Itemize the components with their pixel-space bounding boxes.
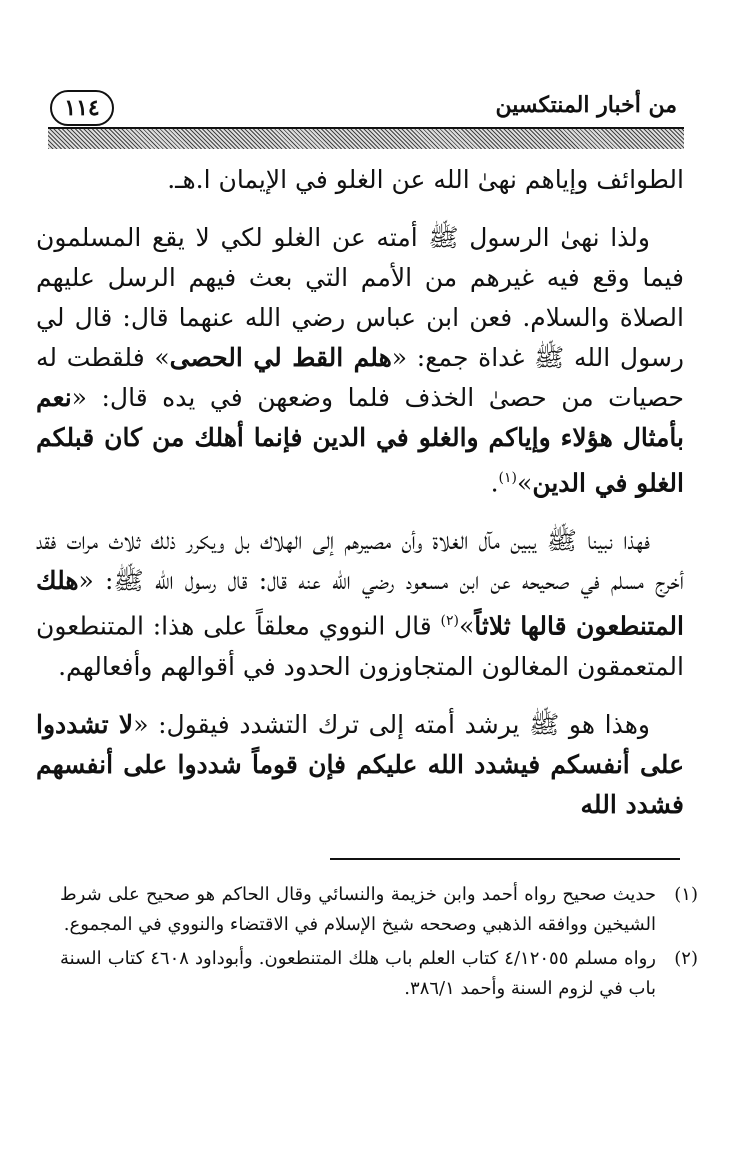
paragraph-text: قال النووي معلقاً على هذا: المتنطعون المتعمقون المغالون المتجاوزون الحدود في أقوالهم وأفعالهم. [36,611,684,681]
running-header [28,88,683,130]
paragraph [36,218,684,503]
hadith-quote: هلم القط لي الحصى [169,343,392,372]
header-title: من أخبار المنتكسين [495,92,677,118]
paragraph-text: ولذا نهىٰ الرسول ﷺ أمته عن الغلو لكي لا يقع المسلمون فيما وقع فيه غيرهم من الأمم التي بعث فيهم الرسل عليهم الصلاة والسلام. فعن ابن عباس رضي الله عنهما قال: قال لي رسول الله ﷺ غداة جمع: « [36,223,685,372]
footnote-ref: (١) [498,470,518,486]
footnote-ref: (٢) [440,613,459,630]
paragraph [36,705,684,825]
footnote [60,880,698,940]
paragraph-text: فهذا نبينا ﷺ يبين مآل الغلاة وأن مصيرهم إلى الهلاك بل ويكرر ذلك ثلاث مرات فقد أخرج مسلم في صحيحه عن ابن مسعود رضي الله عنه قال: قال رسول الله ﷺ: « [36,526,684,596]
paragraph-text: وهذا هو ﷺ يرشد أمته إلى ترك التشدد فيقول: « [133,709,650,739]
paragraph-text: » [517,468,533,498]
footnote [60,944,698,1004]
paragraph-text: » [458,611,475,641]
paragraph [36,521,684,686]
header-hatch-bar [48,127,684,149]
hadith-quote: لا تشددوا على أنفسكم فيشدد الله عليكم فإن قوماً شددوا على أنفسهم فشدد الله [36,709,684,819]
paragraph [36,160,684,200]
footnote-divider [330,858,680,860]
main-text [36,160,684,843]
footnote-number: (٢) [674,948,698,969]
paragraph-text: » فلقطت له حصيات من حصىٰ الخذف فلما وضعهن في يده قال: « [36,343,684,412]
footnotes [60,880,698,1008]
footnote-text: حديث صحيح رواه أحمد وابن خزيمة والنسائي وقال الحاكم هو صحيح على شرط الشيخين ووافقه الذهبي وصححه شيخ الإسلام في الاقتضاء والنووي في المجموع. [60,884,656,935]
footnote-number: (١) [674,884,698,905]
paragraph-text: الطوائف وإياهم نهىٰ الله عن الغلو في الإيمان ا.هـ. [167,165,684,194]
paragraph-text: . [490,468,499,498]
page-number: ١١٤ [50,90,114,126]
hadith-quote: هلك المتنطعون قالها ثلاثاً [36,566,684,641]
footnote-text: رواه مسلم ٤/١٢٠٥٥ كتاب العلم باب هلك المتنطعون. وأبوداود ٤٦٠٨ كتاب السنة باب في لزوم السنة وأحمد ٣٨٦/١. [60,948,657,999]
hadith-quote: نعم بأمثال هؤلاء وإياكم والغلو في الدين فإنما أهلك من كان قبلكم الغلو في الدين [36,383,684,498]
